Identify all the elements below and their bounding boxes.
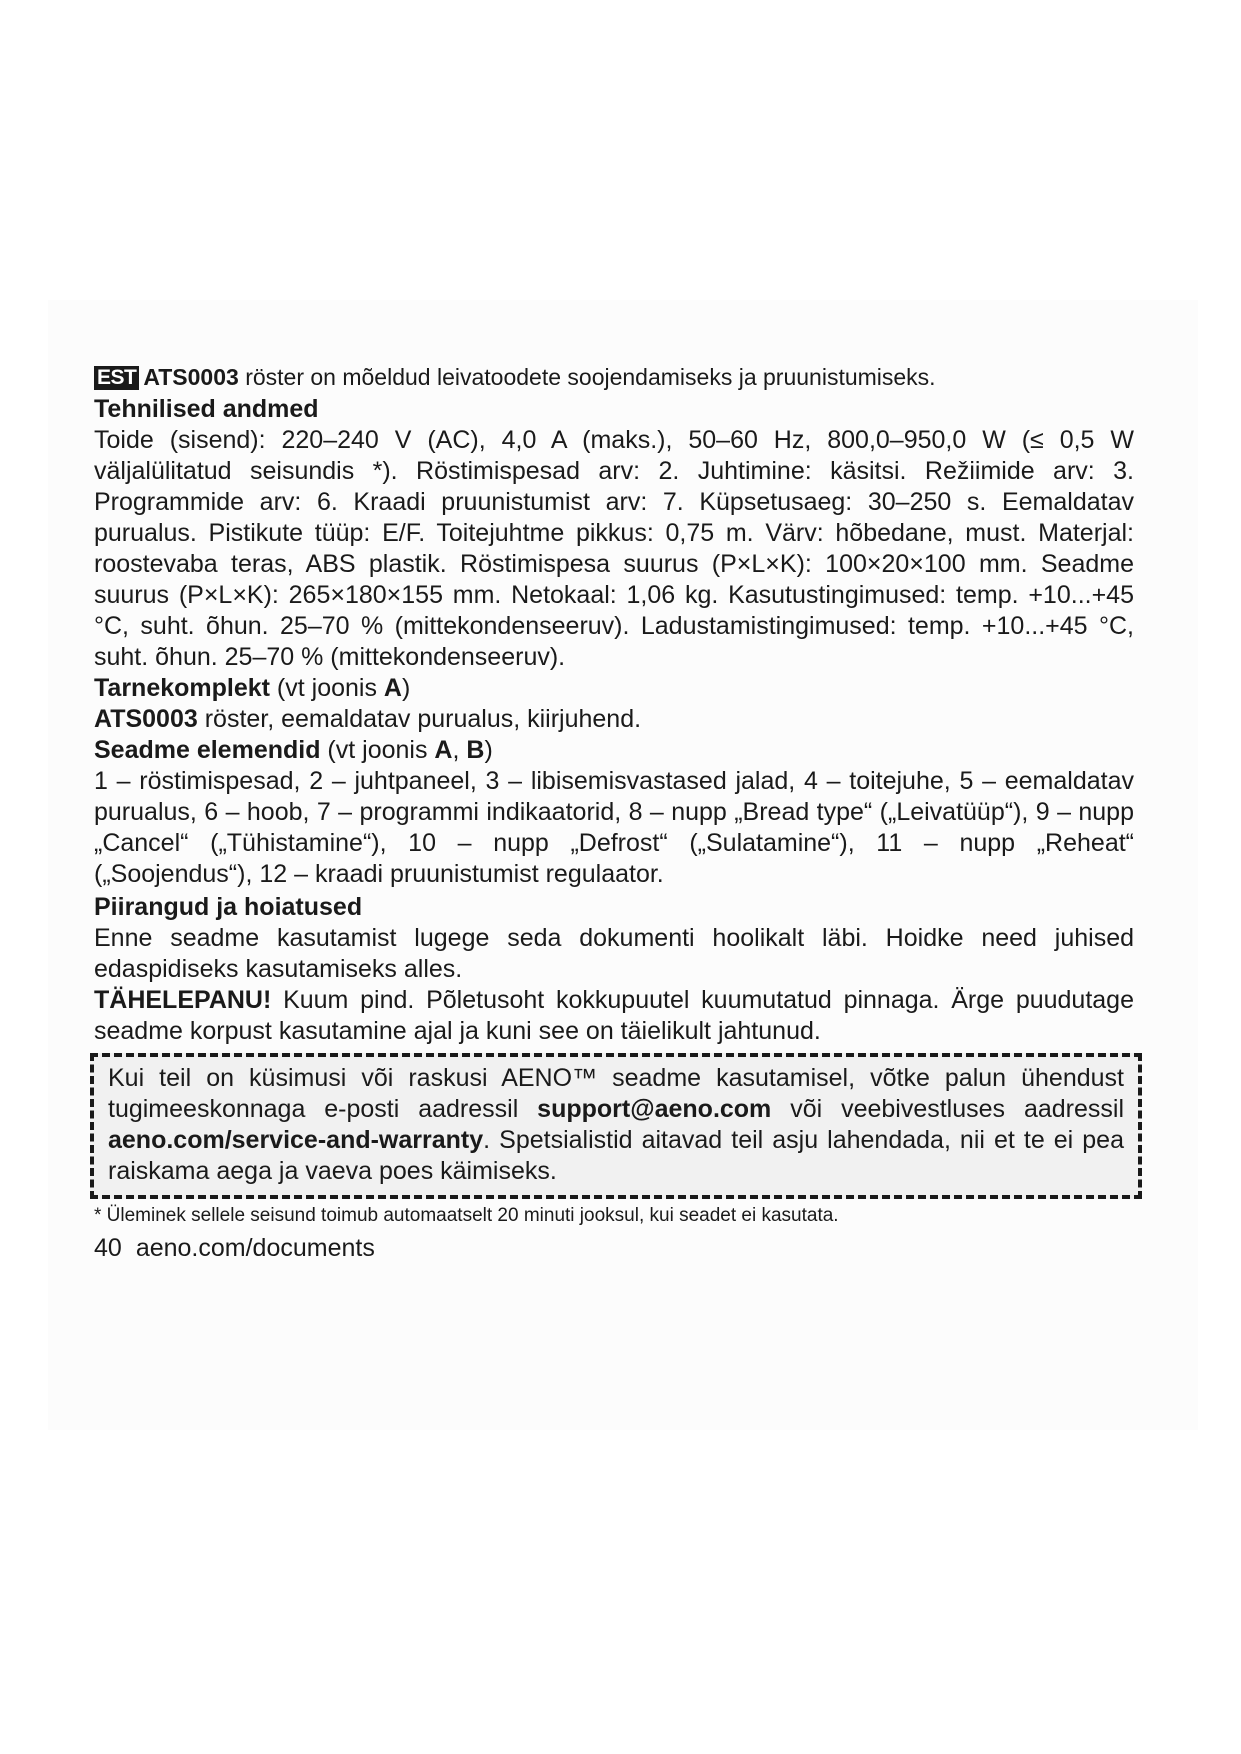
kit-ref-prefix: (vt joonis: [269, 674, 384, 702]
elements-heading-line: [94, 735, 1134, 766]
limits-text: Enne seadme kasutamist lugege seda dokumenti hoolikalt läbi. Hoidke need juhised edaspidiseks kasutamiseks alles.: [94, 924, 1134, 983]
elements-ref-sep: ,: [452, 736, 467, 764]
intro-line: [94, 362, 1134, 392]
support-text-1: Kui teil on küsimusi või raskusi AENO™ seadme kasutamisel, võtke palun ühendust tugimeeskonnaga e-posti aadressil: [108, 1064, 1124, 1123]
kit-heading: Tarnekomplekt: [94, 674, 270, 702]
elements-ref-prefix: (vt joonis: [320, 736, 435, 764]
support-notice-box: [90, 1053, 1142, 1199]
support-text-3: . Spetsialistid aitavad teil asju lahendada, nii et te ei pea raiskama aega ja vaeva poes käimiseks.: [108, 1126, 1124, 1185]
support-text-2: või veebivestluses aadressil: [771, 1095, 1124, 1123]
kit-heading-line: [94, 673, 1134, 704]
intro-model: ATS0003: [143, 364, 239, 390]
elements-ref-a: A: [434, 736, 453, 764]
kit-line: [94, 704, 1134, 735]
warning-paragraph: [94, 985, 1134, 1047]
kit-text: röster, eemaldatav purualus, kiirjuhend.: [197, 705, 642, 733]
elements-ref-suffix: ): [484, 736, 493, 764]
intro-text: röster on mõeldud leivatoodete soojendamiseks ja pruunistumiseks.: [238, 364, 936, 390]
warning-text: Kuum pind. Põletusoht kokkupuutel kuumutatud pinnaga. Ärge puudutage seadme korpust kasutamine ajal ja kuni see on täielikult jahtunud.: [94, 986, 1134, 1045]
elements-ref-b: B: [466, 736, 485, 764]
elements-heading: Seadme elemendid: [94, 736, 321, 764]
elements-text: 1 – röstimispesad, 2 – juhtpaneel, 3 – libisemisvastased jalad, 4 – toitejuhe, 5 – eemaldatav purualus, 6 – hoob, 7 – programmi indikaatorid, 8 – nupp „Bread type“ („Leivatüüp“), 9 – nupp „Cancel“ („Tühistamine“), 10 – nupp „Defrost“ („Sulatamine“), 11 – nupp „Reheat“ („Soojendus“), 12 – kraadi pruunistumist regulaator.: [94, 767, 1134, 888]
tech-heading: Tehnilised andmed: [94, 395, 319, 423]
page-number: 40: [94, 1234, 122, 1262]
warning-label: TÄHELEPANU!: [94, 986, 272, 1014]
support-email-link[interactable]: support@aeno.com: [537, 1095, 772, 1123]
limits-heading: Piirangud ja hoiatused: [94, 893, 363, 921]
page-footer: [94, 1231, 1134, 1265]
support-url-link[interactable]: aeno.com/service-and-warranty: [108, 1126, 484, 1154]
footer-site-link[interactable]: aeno.com/documents: [135, 1234, 375, 1262]
language-badge: EST: [94, 366, 139, 390]
kit-model: ATS0003: [94, 705, 198, 733]
footnote: * Üleminek sellele seisund toimub automaatselt 20 minuti jooksul, kui seadet ei kasutata.: [94, 1205, 839, 1226]
kit-ref-a: A: [383, 674, 402, 702]
document-content: [94, 362, 1134, 1265]
tech-text: Toide (sisend): 220–240 V (AC), 4,0 A (maks.), 50–60 Hz, 800,0–950,0 W (≤ 0,5 W väljalülitatud seisundis *). Röstimispesad arv: 2. Juhtimine: käsitsi. Režiimide arv: 3. Programmide arv: 6. Kraadi pruunistumist arv: 7. Küpsetusaeg: 30–250 s. Eemaldatav purualus. Pistikute tüüp: E/F. Toitejuhtme pikkus: 0,75 m. Värv: hõbedane, must. Materjal: roostevaba teras, ABS plastik. Röstimispesa suurus (P×L×K): 100×20×100 mm. Seadme suurus (P×L×K): 265×180×155 mm. Netokaal: 1,06 kg. Kasutustingimused: temp. +10...+45 °C, suht. õhun. 25–70 % (mittekondenseeruv). Ladustamistingimused: temp. +10...+45 °C, suht. õhun. 25–70 % (mittekondenseeruv).: [94, 426, 1134, 671]
kit-ref-suffix: ): [401, 674, 411, 702]
